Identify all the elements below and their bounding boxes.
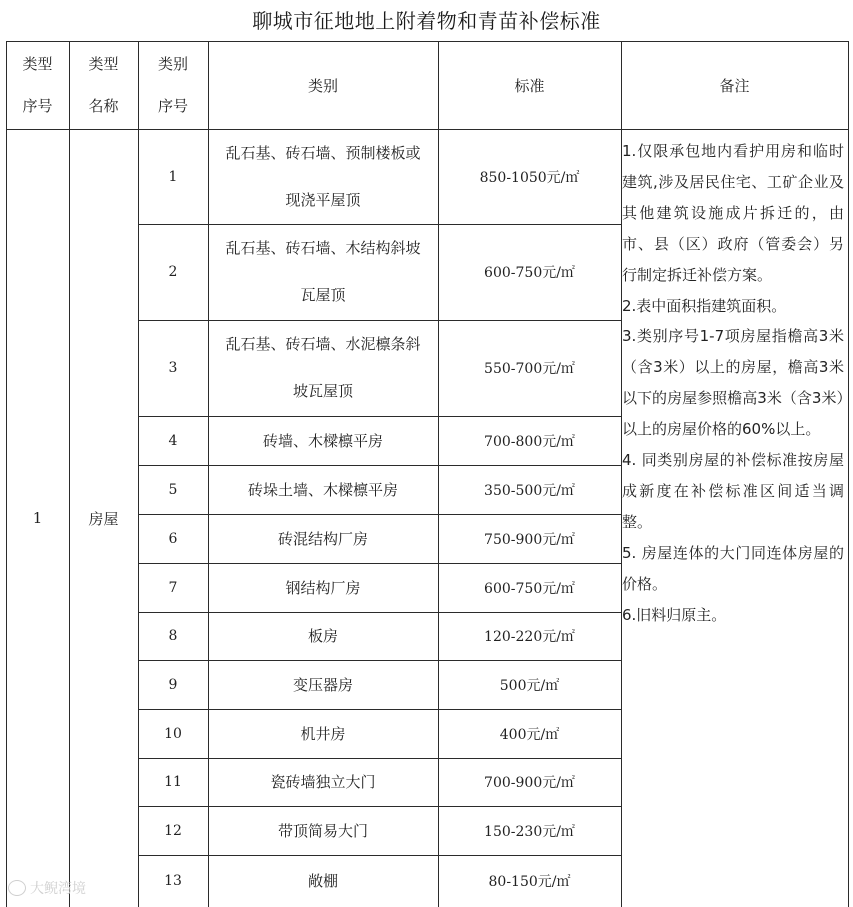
- row-category-no: 1: [168, 168, 178, 185]
- row-category-no: 13: [164, 873, 182, 889]
- header-standard: 标准: [514, 76, 545, 95]
- header-category-no-line2: 序号: [157, 97, 188, 115]
- header-type-no-line1: 类型: [22, 55, 53, 73]
- row-category: 机井房: [300, 724, 346, 743]
- row-category: 乱石基、砖石墙、木结构斜坡瓦屋顶: [225, 239, 421, 304]
- remarks-cell: [622, 136, 844, 631]
- row-standard: 750-900元/㎡: [484, 531, 575, 548]
- row-standard: 120-220元/㎡: [484, 629, 575, 645]
- header-category-no-line1: 类别: [157, 55, 188, 73]
- row-standard: 700-900元/㎡: [484, 775, 575, 791]
- remark-item: 2.表中面积指建筑面积。: [622, 296, 787, 315]
- row-category: 砖垛土墙、木樑檩平房: [247, 480, 398, 499]
- row-standard: 550-700元/㎡: [484, 361, 575, 377]
- row-category-no: 3: [168, 360, 178, 376]
- row-category-no: 6: [168, 530, 178, 547]
- header-category: 类别: [307, 76, 338, 95]
- watermark: [8, 878, 86, 898]
- row-category-no: 5: [168, 481, 178, 498]
- row-category-no: 12: [164, 822, 182, 839]
- row-standard: 600-750元/㎡: [484, 265, 575, 281]
- header-type-no: [6, 41, 69, 129]
- remark-item: 1.仅限承包地内看护用房和临时建筑,涉及居民住宅、工矿企业及其他建筑设施成片拆迁的，由市、县（区）政府（管委会）另行制定拆迁补偿方案。: [622, 142, 844, 284]
- row-standard: 150-230元/㎡: [484, 823, 575, 840]
- row-standard: 80-150元/㎡: [488, 874, 571, 890]
- row-category: 瓷砖墙独立大门: [270, 773, 376, 791]
- row-category-no: 7: [168, 579, 178, 596]
- row-category: 带顶简易大门: [277, 821, 368, 840]
- group-type-no: 1: [32, 509, 43, 527]
- header-type-name: [69, 41, 138, 129]
- row-category-no: 11: [164, 774, 182, 790]
- remark-item: 6.旧料归原主。: [622, 605, 727, 624]
- grid-line: [848, 41, 849, 907]
- group-type-name: 房屋: [88, 509, 119, 528]
- header-type-name-line1: 类型: [88, 55, 119, 73]
- row-category-no: 8: [168, 628, 178, 644]
- page-title: 聊城市征地地上附着物和青苗补偿标准: [252, 9, 601, 33]
- row-category-no: 4: [168, 432, 178, 449]
- remark-item: 5. 房屋连体的大门同连体房屋的价格。: [622, 543, 844, 593]
- row-category: 乱石基、砖石墙、预制楼板或现浇平屋顶: [225, 143, 421, 209]
- row-category-no: 2: [168, 264, 178, 280]
- row-category-no: 9: [168, 676, 178, 693]
- header-category-no: [138, 41, 208, 129]
- row-standard: 400元/㎡: [499, 726, 560, 743]
- header-remarks: 备注: [719, 76, 750, 95]
- remark-item: 4. 同类别房屋的补偿标准按房屋成新度在补偿标准区间适当调整。: [622, 451, 844, 531]
- row-category: 砖混结构厂房: [277, 529, 368, 548]
- row-category: 乱石基、砖石墙、水泥檩条斜坡瓦屋顶: [225, 335, 421, 400]
- row-category: 砖墙、木樑檩平房: [262, 431, 383, 450]
- watermark-text: 大鲵湾境: [30, 881, 86, 897]
- header-type-name-line2: 名称: [88, 97, 119, 115]
- row-category: 钢结构厂房: [285, 578, 361, 597]
- row-category: 敞棚: [307, 872, 338, 890]
- row-standard: 500元/㎡: [499, 677, 560, 694]
- row-standard: 850-1050元/㎡: [479, 169, 580, 186]
- row-standard: 350-500元/㎡: [484, 482, 575, 499]
- row-standard: 700-800元/㎡: [484, 433, 575, 450]
- watermark-logo-icon: [8, 880, 26, 896]
- row-category: 变压器房: [292, 675, 353, 694]
- row-category: 板房: [307, 627, 338, 645]
- row-standard: 600-750元/㎡: [484, 580, 575, 597]
- remark-item: 3.类别序号1-7项房屋指檐高3米（含3米）以上的房屋，檐高3米以下的房屋参照檐高3米（含3米）以上的房屋价格的60%以上。: [622, 327, 844, 439]
- row-category-no: 10: [164, 725, 182, 742]
- header-type-no-line2: 序号: [22, 97, 53, 115]
